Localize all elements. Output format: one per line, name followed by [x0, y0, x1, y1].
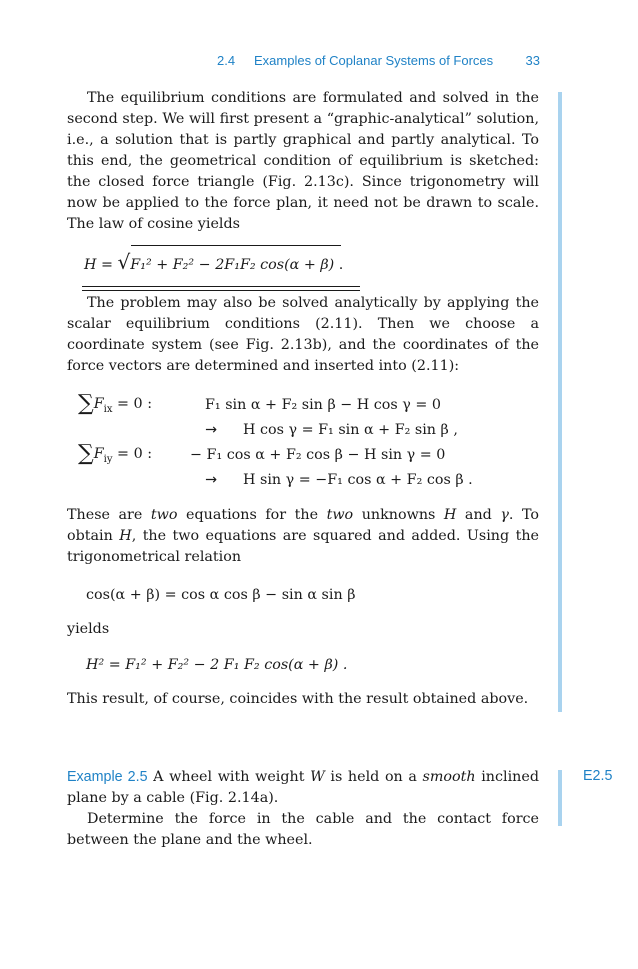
paragraph-4: This result, of course, coincides with the result obtained above. — [67, 691, 529, 707]
eq1-lhs: H = — [84, 257, 118, 273]
eq-row-2 — [205, 421, 217, 439]
eq-row3-force: F — [93, 446, 104, 462]
paragraph-2: The problem may also be solved analytically by applying the scalar equilibrium conditions (2.11). Then we choose a coordinate system (see Fig. 2.13b), and the coordinates of the force vectors are determined and inserted into (2.11): — [67, 295, 539, 374]
eq1-tail: . — [334, 257, 344, 273]
eq-row1-sub: ix — [103, 403, 113, 415]
equation-trig-identity: cos(α + β) = cos α cos β − sin α sin β — [86, 587, 356, 603]
margin-bar — [558, 92, 562, 712]
example-statement — [67, 767, 539, 809]
page-number: 33 — [525, 53, 540, 68]
example-margin-label: E2.5 — [583, 768, 613, 784]
eq-row-1 — [78, 391, 153, 416]
section-number: 2.4 — [217, 53, 236, 68]
p3-var: H — [119, 528, 132, 544]
implies-arrow: → — [205, 472, 217, 488]
running-header — [200, 53, 540, 73]
yields-text: yields — [67, 621, 110, 637]
p3-text: equations for the — [177, 507, 327, 523]
paragraph-1: The equilibrium conditions are formulated and solved in the second step. We will first present a “graphic-analytical” solution, i.e., a solution that is partly graphical and partly analytical. To this end, the geometrical condition of equilibrium is sketched: the closed force triangle (Fig. 2.13c). Since trigonometry will now be applied to the force plan, it need not be drawn to scale. The law of cosine yields — [67, 90, 539, 232]
eq-row3-sub: iy — [103, 453, 113, 465]
eq-row-3 — [78, 441, 153, 466]
ex-text: A wheel with weight — [147, 769, 311, 785]
sum-symbol: ∑ — [78, 391, 94, 416]
sqrt-overline — [131, 245, 341, 246]
p3-var: H — [443, 507, 457, 523]
eq-row-4 — [205, 471, 217, 489]
example-margin-bar — [558, 770, 562, 826]
example-task: Determine the force in the cable and the contact force between the plane and the wheel. — [67, 811, 539, 848]
ex-text: inclined plane by a cable (Fig. 2.14a). — [67, 769, 539, 806]
ex-emph: smooth — [422, 769, 476, 785]
eq-row1-force: F — [93, 396, 104, 412]
sum-symbol: ∑ — [78, 441, 94, 466]
p3-text: These are — [67, 507, 151, 523]
p3-text: and — [456, 507, 501, 523]
result-double-underline — [82, 286, 360, 291]
implies-arrow: → — [205, 422, 217, 438]
eq-row-4-rhs: H sin γ = −F₁ cos α + F₂ cos β . — [243, 472, 473, 488]
p3-emph: two — [150, 507, 178, 523]
eq-row1-equals: = 0 : — [112, 396, 153, 412]
p3-text: . To obtain — [67, 507, 540, 544]
p3-text: , the two equations are squared and added. Using the trigonometrical relation — [67, 528, 540, 565]
ex-text: is held on a — [324, 769, 423, 785]
sqrt-symbol: √ — [117, 250, 131, 274]
eq-row3-equals: = 0 : — [112, 446, 153, 462]
eq-row-3-rhs: − F₁ cos α + F₂ cos β − H sin γ = 0 — [190, 447, 446, 463]
equation-law-of-cosine — [84, 250, 344, 274]
ex-var: W — [310, 769, 325, 785]
p3-var: γ — [500, 507, 509, 523]
eq-row-1-rhs: F₁ sin α + F₂ sin β − H cos γ = 0 — [205, 397, 441, 413]
eq-row-2-rhs: H cos γ = F₁ sin α + F₂ sin β , — [243, 422, 458, 438]
equation-h-squared: H² = F₁² + F₂² − 2 F₁ F₂ cos(α + β) . — [86, 657, 348, 673]
section-title: Examples of Coplanar Systems of Forces — [254, 53, 494, 68]
eq1-radicand: F₁² + F₂² − 2F₁F₂ cos(α + β) — [130, 257, 335, 273]
example-label: Example 2.5 — [67, 769, 148, 785]
p3-emph: two — [326, 507, 354, 523]
p3-text: unknowns — [353, 507, 444, 523]
paragraph-3 — [67, 505, 539, 568]
